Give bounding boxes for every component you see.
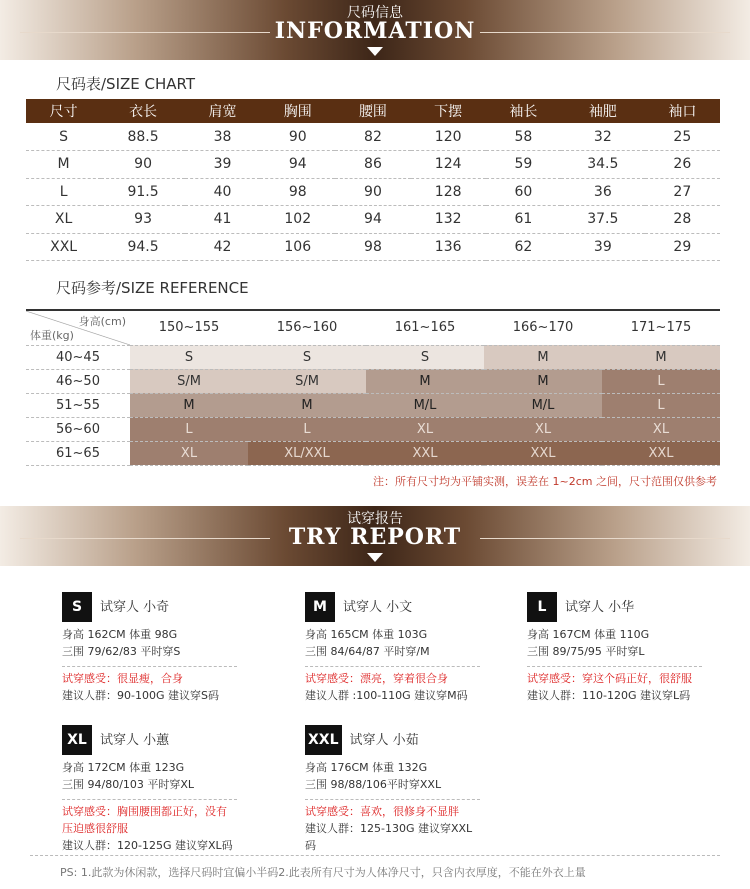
triangle-down-icon: [367, 47, 383, 56]
size-chart-cell: 40: [185, 178, 260, 206]
size-chart-cell: 98: [335, 233, 410, 261]
size-chart-cell: 94: [260, 151, 335, 179]
size-chart-title: 尺码表/SIZE CHART: [56, 75, 196, 93]
size-reference-header-row: [26, 310, 720, 345]
tester-feedback: 试穿感受：很显瘦，合身: [62, 672, 183, 685]
banner-title: INFORMATION: [274, 18, 476, 44]
height-range-cell: 171~175: [602, 310, 720, 345]
tester-measurements: 三围 79/62/83 平时穿S: [62, 645, 181, 658]
size-chart-cell: 39: [185, 151, 260, 179]
banner-title: TRY REPORT: [288, 524, 462, 550]
recommended-size-cell: M/L: [366, 393, 484, 417]
try-report-card: [305, 725, 480, 854]
size-chart-cell: S: [26, 123, 101, 151]
tester-name: 试穿人 小华: [565, 599, 635, 615]
size-badge: S: [62, 592, 92, 622]
tester-feedback: 试穿感受：漂亮，穿着很合身: [305, 672, 448, 685]
size-chart-cell: 90: [335, 178, 410, 206]
height-axis-label: 身高(cm): [78, 315, 126, 328]
recommended-size-cell: XL/XXL: [248, 441, 366, 465]
size-chart-header-cell: 袖肥: [561, 99, 645, 123]
tester-feedback: 试穿感受：胸围腰围都正好，没有压迫感很舒服: [62, 805, 227, 835]
size-chart-cell: XXL: [26, 233, 101, 261]
recommended-size-cell: L: [248, 417, 366, 441]
size-reference-row: [26, 369, 720, 393]
recommended-size-cell: M: [484, 369, 602, 393]
weight-range-cell: 56~60: [26, 417, 130, 441]
height-range-cell: 156~160: [248, 310, 366, 345]
card-header: [62, 592, 237, 622]
divider: [527, 666, 702, 667]
size-chart-table: [26, 99, 720, 261]
recommended-size-cell: XL: [602, 417, 720, 441]
try-report-card: [62, 725, 237, 854]
size-badge: M: [305, 592, 335, 622]
size-chart-header-cell: 下摆: [411, 99, 486, 123]
recommended-size-cell: S: [366, 345, 484, 369]
size-reference-row: [26, 417, 720, 441]
size-chart-cell: 29: [645, 233, 720, 261]
weight-range-cell: 51~55: [26, 393, 130, 417]
tester-body-info: 身高 165CM 体重 103G: [305, 628, 428, 641]
try-report-banner: [0, 506, 750, 566]
tester-measurements: 三围 84/64/87 平时穿/M: [305, 645, 430, 658]
divider: [30, 855, 720, 856]
recommended-size-cell: S: [130, 345, 248, 369]
size-badge: L: [527, 592, 557, 622]
divider: [62, 666, 237, 667]
tester-body-info: 身高 172CM 体重 123G: [62, 761, 185, 774]
corner-cell: [26, 310, 130, 345]
size-chart-cell: 86: [335, 151, 410, 179]
size-chart-cell: 90: [101, 151, 185, 179]
size-chart-header-cell: 肩宽: [185, 99, 260, 123]
suggestion: 建议人群：120-125G 建议穿XL码: [62, 839, 233, 852]
card-header: [305, 592, 480, 622]
size-reference-row: [26, 345, 720, 369]
size-chart-cell: 88.5: [101, 123, 185, 151]
recommended-size-cell: M: [366, 369, 484, 393]
ps-note: PS: 1.此款为休闲款，选择尺码时宜偏小半码2.此表所有尺寸为人体净尺寸，只含内衣厚度，不能在外衣上量: [60, 866, 586, 879]
card-header: [62, 725, 237, 755]
try-report-card: [527, 592, 702, 704]
tester-body-info: 身高 162CM 体重 98G: [62, 628, 178, 641]
recommended-size-cell: XL: [366, 417, 484, 441]
size-chart-cell: 102: [260, 206, 335, 234]
size-chart-cell: 42: [185, 233, 260, 261]
size-chart-cell: 136: [411, 233, 486, 261]
recommended-size-cell: XXL: [602, 441, 720, 465]
size-chart-header-cell: 袖口: [645, 99, 720, 123]
height-range-cell: 161~165: [366, 310, 484, 345]
size-chart-cell: 36: [561, 178, 645, 206]
size-chart-cell: 132: [411, 206, 486, 234]
size-chart-cell: 91.5: [101, 178, 185, 206]
tester-feedback: 试穿感受：穿这个码正好，很舒服: [527, 672, 692, 685]
banner-subtitle: 尺码信息: [347, 5, 403, 21]
size-chart-cell: XL: [26, 206, 101, 234]
size-chart-cell: 106: [260, 233, 335, 261]
height-range-cell: 166~170: [484, 310, 602, 345]
tester-name: 试穿人 小蕙: [100, 732, 170, 748]
tester-body-info: 身高 176CM 体重 132G: [305, 761, 428, 774]
recommended-size-cell: M: [484, 345, 602, 369]
size-chart-header-cell: 胸围: [260, 99, 335, 123]
tester-measurements: 三围 98/88/106平时穿XXL: [305, 778, 442, 791]
size-chart-cell: 94.5: [101, 233, 185, 261]
weight-axis-label: 体重(kg): [30, 328, 74, 342]
recommended-size-cell: S/M: [130, 369, 248, 393]
size-chart-cell: 128: [411, 178, 486, 206]
size-chart-row: [26, 233, 720, 261]
size-chart-row: [26, 206, 720, 234]
recommended-size-cell: XL: [484, 417, 602, 441]
size-chart-cell: 39: [561, 233, 645, 261]
banner-subtitle: 试穿报告: [347, 511, 403, 527]
suggestion: 建议人群 :100-110G 建议穿M码: [305, 689, 468, 702]
size-chart-cell: 94: [335, 206, 410, 234]
size-chart-cell: 38: [185, 123, 260, 151]
try-report-card: [305, 592, 480, 704]
tester-feedback: 试穿感受：喜欢，很修身不显胖: [305, 805, 459, 818]
size-chart-cell: 93: [101, 206, 185, 234]
size-chart-cell: 28: [645, 206, 720, 234]
suggestion: 建议人群：125-130G 建议穿XXL码: [305, 822, 473, 852]
size-reference-row: [26, 393, 720, 417]
divider: [305, 666, 480, 667]
size-chart-cell: M: [26, 151, 101, 179]
recommended-size-cell: L: [602, 393, 720, 417]
size-chart-cell: 124: [411, 151, 486, 179]
tester-measurements: 三围 89/75/95 平时穿L: [527, 645, 645, 658]
size-chart-header-cell: 衣长: [101, 99, 185, 123]
divider: [62, 799, 237, 800]
weight-range-cell: 46~50: [26, 369, 130, 393]
size-chart-header-cell: 腰围: [335, 99, 410, 123]
size-chart-cell: 62: [486, 233, 561, 261]
tester-name: 试穿人 小茹: [349, 732, 419, 748]
size-chart-cell: 90: [260, 123, 335, 151]
tester-name: 试穿人 小文: [343, 599, 413, 615]
recommended-size-cell: XL: [130, 441, 248, 465]
tester-body-info: 身高 167CM 体重 110G: [527, 628, 650, 641]
divider: [305, 799, 480, 800]
recommended-size-cell: S/M: [248, 369, 366, 393]
size-chart-cell: 26: [645, 151, 720, 179]
size-chart-header-cell: 尺寸: [26, 99, 101, 123]
weight-range-cell: 61~65: [26, 441, 130, 465]
size-badge: XXL: [305, 725, 342, 755]
size-chart-header-cell: 袖长: [486, 99, 561, 123]
suggestion: 建议人群：90-100G 建议穿S码: [62, 689, 219, 702]
size-reference-table: [26, 309, 720, 466]
size-chart-header-row: [26, 99, 720, 123]
size-chart-row: [26, 151, 720, 179]
recommended-size-cell: M: [602, 345, 720, 369]
recommended-size-cell: XXL: [484, 441, 602, 465]
size-chart-cell: 120: [411, 123, 486, 151]
size-chart-cell: 27: [645, 178, 720, 206]
card-header: [527, 592, 702, 622]
size-reference-row: [26, 441, 720, 465]
tester-measurements: 三围 94/80/103 平时穿XL: [62, 778, 195, 791]
size-chart-cell: L: [26, 178, 101, 206]
recommended-size-cell: L: [130, 417, 248, 441]
size-chart-cell: 61: [486, 206, 561, 234]
size-reference-body: [26, 310, 720, 465]
size-chart-row: [26, 178, 720, 206]
try-report-card: [62, 592, 237, 704]
size-note: 注：所有尺寸均为平铺实测，误差在 1~2cm 之间，尺寸范围仅供参考: [373, 475, 717, 488]
size-chart-cell: 98: [260, 178, 335, 206]
card-header: [305, 725, 480, 755]
size-chart-cell: 60: [486, 178, 561, 206]
size-chart-cell: 32: [561, 123, 645, 151]
size-reference-title: 尺码参考/SIZE REFERENCE: [56, 279, 249, 297]
size-chart-cell: 37.5: [561, 206, 645, 234]
height-range-cell: 150~155: [130, 310, 248, 345]
triangle-down-icon: [367, 553, 383, 562]
size-chart-body: [26, 123, 720, 261]
recommended-size-cell: M: [130, 393, 248, 417]
size-chart-row: [26, 123, 720, 151]
recommended-size-cell: L: [602, 369, 720, 393]
size-chart-cell: 25: [645, 123, 720, 151]
tester-name: 试穿人 小奇: [100, 599, 170, 615]
size-badge: XL: [62, 725, 92, 755]
recommended-size-cell: XXL: [366, 441, 484, 465]
size-chart-cell: 59: [486, 151, 561, 179]
information-banner: [0, 0, 750, 60]
recommended-size-cell: S: [248, 345, 366, 369]
recommended-size-cell: M: [248, 393, 366, 417]
weight-range-cell: 40~45: [26, 345, 130, 369]
size-chart-cell: 58: [486, 123, 561, 151]
size-chart-cell: 41: [185, 206, 260, 234]
recommended-size-cell: M/L: [484, 393, 602, 417]
size-chart-cell: 82: [335, 123, 410, 151]
suggestion: 建议人群：110-120G 建议穿L码: [527, 689, 691, 702]
size-chart-cell: 34.5: [561, 151, 645, 179]
